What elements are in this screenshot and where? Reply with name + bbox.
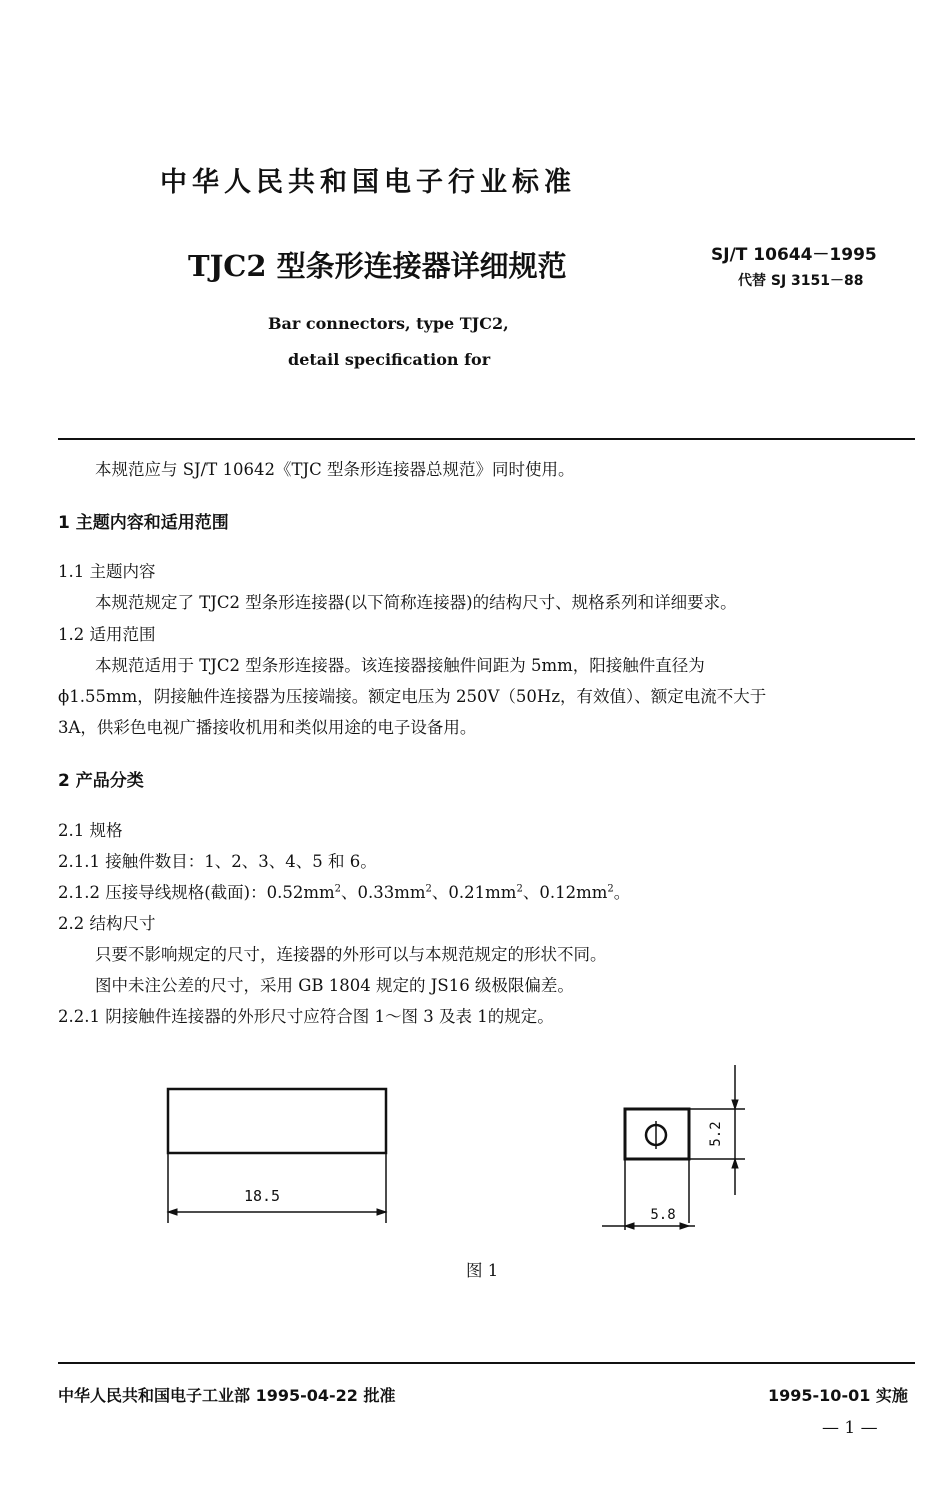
section-1-2-text-line3: 3A，供彩色电视广播接收机用和类似用途的电子设备用。 <box>58 718 477 737</box>
section-2-1-2-prefix: 2.1.2 压接导线规格(截面)： <box>58 883 267 902</box>
header-divider <box>58 438 915 440</box>
width-dimension-label: 5.8 <box>650 1207 676 1223</box>
english-title-line1: Bar connectors, type TJC2, <box>268 314 509 333</box>
section-2-2-text-line1: 只要不影响规定的尺寸，连接器的外形可以与本规范规定的形状不同。 <box>95 945 607 964</box>
section-2-2-1: 2.2.1 阴接触件连接器的外形尺寸应符合图 1～图 3 及表 1的规定。 <box>58 1007 554 1026</box>
length-arrow-right <box>377 1209 386 1215</box>
implementation-date: 1995-10-01 实施 <box>768 1386 908 1405</box>
section-2-1-1: 2.1.1 接触件数目：1、2、3、4、5 和 6。 <box>58 852 377 871</box>
document-number: SJ/T 10644－1995 <box>711 245 877 265</box>
section-2-1-heading: 2.1 规格 <box>58 821 123 840</box>
section-2-2-heading: 2.2 结构尺寸 <box>58 914 156 933</box>
height-dimension-label: 5.2 <box>708 1121 724 1147</box>
wire-size-1-exp: 2 <box>334 883 342 895</box>
approval-statement: 中华人民共和国电子工业部 1995-04-22 批准 <box>58 1386 396 1405</box>
wire-size-1: 0.52mm <box>266 883 335 902</box>
figure-1-drawing <box>150 1055 760 1240</box>
standard-category-title: 中华人民共和国电子行业标准 <box>160 167 576 198</box>
section-1-1-heading: 1.1 主题内容 <box>58 562 156 581</box>
section-1-2-text-line1: 本规范适用于 TJC2 型条形连接器。该连接器接触件间距为 5mm，阳接触件直径为 <box>95 656 705 675</box>
wire-size-4: 0.12mm <box>539 883 608 902</box>
section-1-heading: 1 主题内容和适用范围 <box>58 513 229 533</box>
wire-size-2: 0.33mm <box>357 883 426 902</box>
section-1-2-heading: 1.2 适用范围 <box>58 625 156 644</box>
intro-paragraph: 本规范应与 SJ/T 10642《TJC 型条形连接器总规范》同时使用。 <box>95 460 575 479</box>
footer-divider <box>58 1362 915 1364</box>
wire-size-4-exp: 2 <box>607 883 614 895</box>
section-2-2-text-line2: 图中未注公差的尺寸，采用 GB 1804 规定的 JS16 级极限偏差。 <box>95 976 574 995</box>
length-dimension-label: 18.5 <box>243 1187 281 1205</box>
height-arrow-top <box>732 1100 738 1109</box>
page-number: — 1 — <box>822 1418 878 1438</box>
wire-size-3: 0.21mm <box>448 883 517 902</box>
section-1-1-text: 本规范规定了 TJC2 型条形连接器(以下简称连接器)的结构尺寸、规格系列和详细要求。 <box>95 593 737 612</box>
english-title-line2: detail specification for <box>288 350 491 369</box>
width-arrow-left <box>625 1223 634 1229</box>
document-title: TJC2 型条形连接器详细规范 <box>188 249 567 283</box>
connector-body-outline <box>168 1089 386 1153</box>
figure-1-caption: 图 1 <box>466 1261 499 1280</box>
wire-size-2-exp: 2 <box>425 883 432 895</box>
height-arrow-bottom <box>732 1159 738 1168</box>
width-arrow-right <box>680 1223 689 1229</box>
length-arrow-left <box>168 1209 177 1215</box>
section-1-2-text-line2: ϕ1.55mm，阴接触件连接器为压接端接。额定电压为 250V（50Hz，有效值）、额定电流不大于 <box>58 687 767 706</box>
end-face-outline <box>625 1109 689 1159</box>
section-2-heading: 2 产品分类 <box>58 771 144 791</box>
wire-size-3-exp: 2 <box>516 883 523 895</box>
replaces-standard: 代替 SJ 3151－88 <box>738 273 864 289</box>
section-2-1-2: 2.1.2 压接导线规格(截面)：$0.52mm^2$、$0.33mm^2$、$0.21mm^2$、$0.12mm^2$。 <box>58 883 631 902</box>
